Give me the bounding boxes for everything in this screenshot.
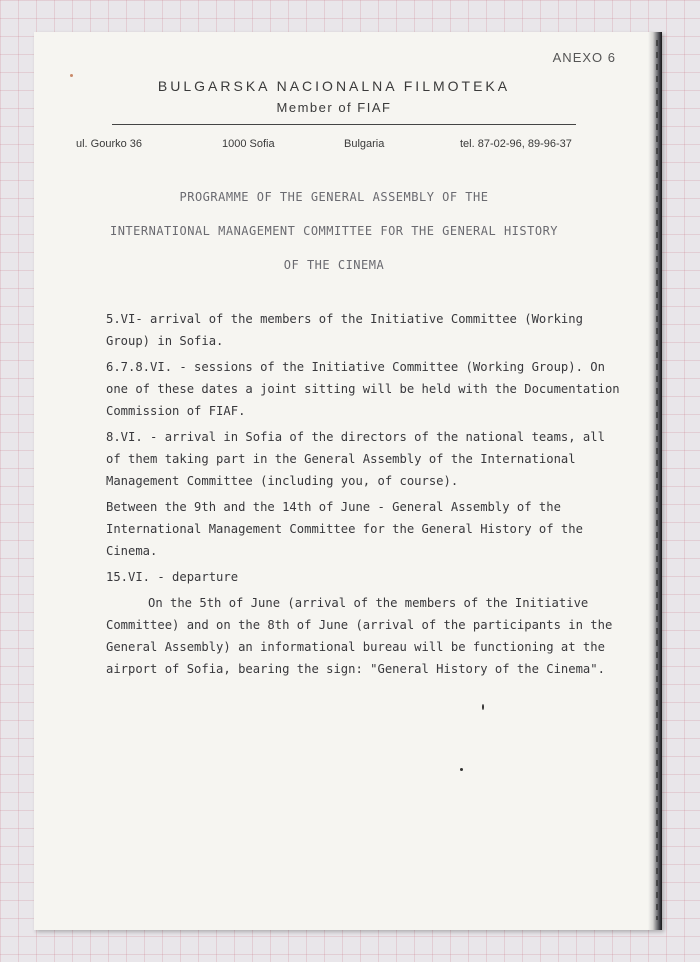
title-line-2: INTERNATIONAL MANAGEMENT COMMITTEE FOR THE GENERAL HISTORY: [109, 224, 559, 238]
paragraph: 15.VI. - departure: [106, 570, 239, 584]
country: Bulgaria: [344, 138, 385, 150]
programme-body: [106, 308, 626, 684]
membership-line: Member of FIAF: [276, 100, 392, 115]
title-line-1: PROGRAMME OF THE GENERAL ASSEMBLY OF THE: [179, 190, 489, 204]
page-edge-shadow: [648, 32, 662, 930]
annex-label: ANEXO 6: [552, 50, 616, 65]
paragraph: 5.VI- arrival of the members of the Initiative Committee (Working Group) in Sofia.: [106, 312, 583, 348]
paragraph: 8.VI. - arrival in Sofia of the directors of the national teams, all of them taking part in the General Assembly of the International Management Committee (including you, of course).: [106, 430, 605, 488]
paragraph: Between the 9th and the 14th of June - General Assembly of the International Management Committee for the General History of the Cinema.: [106, 500, 583, 558]
ink-speck: [70, 74, 73, 77]
ink-speck: [482, 704, 484, 710]
address: ul. Gourko 36: [76, 138, 143, 150]
postal-city: 1000 Sofia: [222, 138, 275, 150]
paragraph: On the 5th of June (arrival of the members of the Initiative Committee) and on the 8th of June (arrival of the participants in the General Assembly) an informational bureau will be functioning at the airport of Sofia, bearing the sign: "General History of the Cinema".: [106, 596, 613, 676]
paragraph: 6.7.8.VI. - sessions of the Initiative Committee (Working Group). On one of these dates a joint sitting will be held with the Documentation Commission of FIAF.: [106, 360, 620, 418]
ink-speck: [460, 768, 463, 771]
organization-name: BULGARSKA NACIONALNA FILMOTEKA: [157, 78, 511, 94]
title-line-3: OF THE CINEMA: [283, 258, 385, 272]
document-page: [34, 32, 662, 930]
page-edge-marks: [656, 40, 658, 920]
letterhead-divider: [112, 124, 576, 125]
telephone: tel. 87-02-96, 89-96-37: [460, 138, 572, 150]
